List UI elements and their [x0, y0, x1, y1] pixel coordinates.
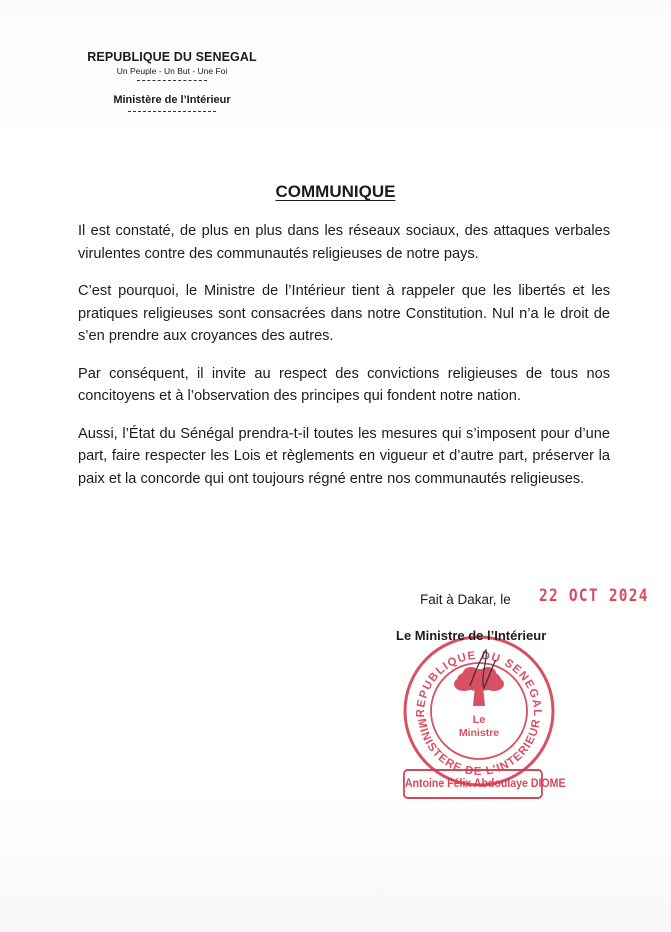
- paragraph: Il est constaté, de plus en plus dans les réseaux sociaux, des attaques verbales virulentes contre des communautés religieuses de notre pays.: [78, 223, 610, 262]
- divider: [137, 80, 207, 81]
- seal-center-line1: Le: [472, 714, 486, 726]
- communique-body: [78, 220, 610, 505]
- document-title: COMMUNIQUE: [275, 182, 396, 201]
- seal-text-top: REPUBLIQUE DU SENEGAL: [414, 649, 544, 718]
- seal-center-line2: Ministre: [458, 727, 500, 739]
- signatory-name-stamp: Antoine Félix Abdoulaye DIOME: [403, 769, 543, 799]
- national-motto: Un Peuple - Un But - Une Foi: [116, 66, 228, 76]
- country-name: REPUBLIQUE DU SENEGAL: [87, 50, 257, 64]
- signatory-title: Le Ministre de l’Intérieur: [396, 628, 547, 643]
- handwritten-signature: [462, 646, 502, 692]
- seal-text-bottom: MINISTERE DE L'INTERIEUR: [415, 717, 543, 779]
- divider: [128, 111, 216, 112]
- place-label: Fait à Dakar, le: [420, 592, 511, 607]
- paragraph: Par conséquent, il invite au respect des convictions religieuses de tous nos concitoyens et à l’observation des principes qui fondent notre nation.: [78, 365, 610, 404]
- date-stamp: 22 OCT 2024: [539, 586, 649, 606]
- paragraph: Aussi, l’État du Sénégal prendra-t-il toutes les mesures qui s’imposent pour d’une part, faire respecter les Lois et règlements en vigueur et d’autre part, préserver la paix et la concorde qui ont toujours régné entre nos communautés religieuses.: [78, 425, 610, 487]
- ministry-name: Ministère de l’Intérieur: [113, 94, 231, 106]
- paragraph: C’est pourquoi, le Ministre de l’Intérieur tient à rappeler que les libertés et les pratiques religieuses sont consacrées dans notre Constitution. Nul n’a le droit de s’en prendre aux croyances des autres.: [78, 283, 610, 344]
- letterhead: [72, 50, 272, 112]
